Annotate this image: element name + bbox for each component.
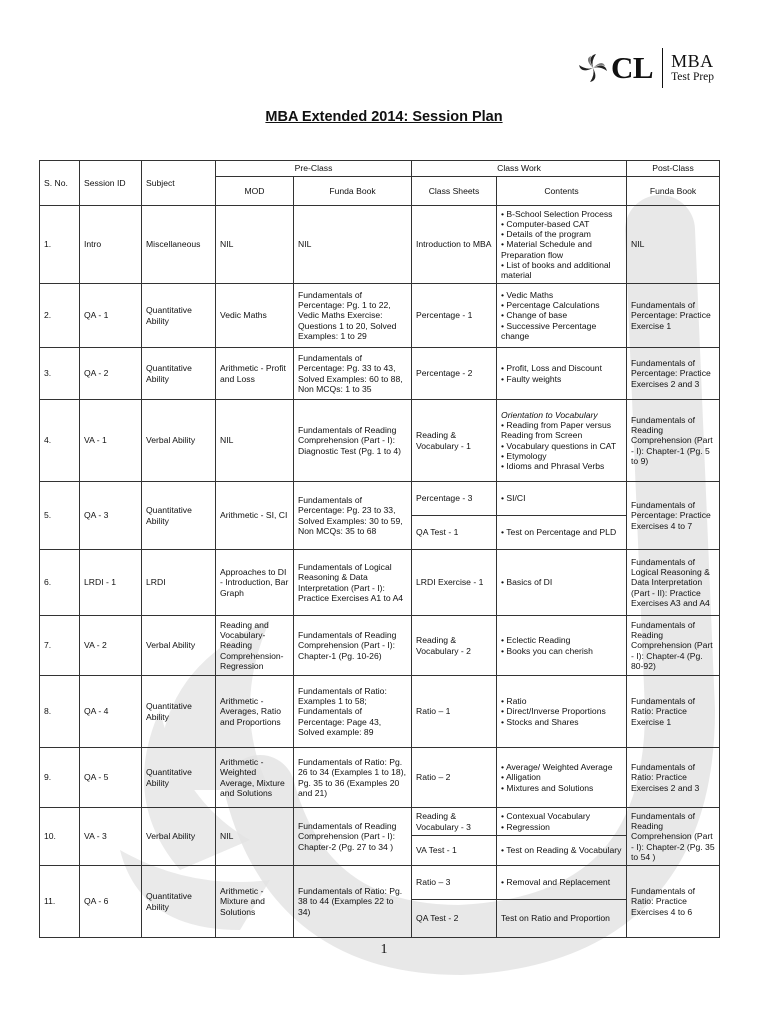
header-funda-book: Funda Book — [294, 177, 412, 206]
table-row — [40, 748, 720, 808]
table-row — [40, 348, 720, 400]
header-pre-class: Pre-Class — [216, 161, 412, 177]
contents-item: • Regression — [501, 822, 622, 832]
cell-session-id: QA - 6 — [80, 866, 142, 938]
cell-subject: LRDI — [142, 550, 216, 616]
cell-contents — [497, 808, 627, 836]
table-row — [40, 482, 720, 516]
contents-item: • Mixtures and Solutions — [501, 783, 622, 793]
cell-mod: Arithmetic - Profit and Loss — [216, 348, 294, 400]
header-post-class: Post-Class — [627, 161, 720, 177]
contents-item: • Eclectic Reading — [501, 635, 622, 645]
cell-mod: Arithmetic - SI, CI — [216, 482, 294, 550]
contents-item: • Books you can cherish — [501, 646, 622, 656]
cell-mod: Arithmetic - Mixture and Solutions — [216, 866, 294, 938]
cell-subject: Quantitative Ability — [142, 676, 216, 748]
cell-session-id: QA - 3 — [80, 482, 142, 550]
cell-session-id: LRDI - 1 — [80, 550, 142, 616]
cell-post-funda-book: Fundamentals of Reading Comprehension (Part - I): Chapter-4 (Pg. 80-92) — [627, 616, 720, 676]
cell-class-sheet: QA Test - 2 — [412, 900, 497, 938]
cell-class-sheet: Percentage - 3 — [412, 482, 497, 516]
header-class-sheets: Class Sheets — [412, 177, 497, 206]
contents-item: • Contexual Vocabulary — [501, 811, 622, 821]
cell-session-id: QA - 1 — [80, 284, 142, 348]
contents-item: • Basics of DI — [501, 577, 622, 587]
contents-item: • Stocks and Shares — [501, 717, 622, 727]
contents-item: • Removal and Replacement — [501, 877, 622, 887]
contents-item: • Idioms and Phrasal Verbs — [501, 461, 622, 471]
cell-class-sheet: Reading & Vocabulary - 1 — [412, 400, 497, 482]
cell-funda-book: Fundamentals of Ratio: Pg. 38 to 44 (Examples 22 to 34) — [294, 866, 412, 938]
cell-funda-book: Fundamentals of Ratio: Pg. 26 to 34 (Examples 1 to 18), Pg. 35 to 36 (Examples 20 and 21) — [294, 748, 412, 808]
cell-contents — [497, 400, 627, 482]
cell-post-funda-book: Fundamentals of Percentage: Practice Exercise 1 — [627, 284, 720, 348]
cell-session-id: VA - 2 — [80, 616, 142, 676]
cell-contents — [497, 866, 627, 900]
session-plan-table — [39, 160, 720, 938]
logo-text — [671, 52, 714, 84]
cell-subject: Quantitative Ability — [142, 866, 216, 938]
cell-contents — [497, 836, 627, 866]
logo-divider — [662, 48, 663, 88]
cell-session-id: VA - 1 — [80, 400, 142, 482]
cell-post-funda-book: Fundamentals of Ratio: Practice Exercises 4 to 6 — [627, 866, 720, 938]
cell-class-sheet: QA Test - 1 — [412, 516, 497, 550]
cell-contents — [497, 550, 627, 616]
cell-sno: 2. — [40, 284, 80, 348]
contents-item: • Vedic Maths — [501, 290, 622, 300]
contents-item: • Vocabulary questions in CAT — [501, 441, 622, 451]
cell-session-id: Intro — [80, 206, 142, 284]
cell-subject: Quantitative Ability — [142, 748, 216, 808]
contents-list — [501, 290, 622, 341]
cell-funda-book: Fundamentals of Logical Reasoning & Data Interpretation (Part - I): Practice Exercises A1 to A4 — [294, 550, 412, 616]
contents-heading: Orientation to Vocabulary — [501, 410, 598, 421]
cell-class-sheet: Reading & Vocabulary - 2 — [412, 616, 497, 676]
contents-list — [501, 363, 622, 383]
cell-subject: Quantitative Ability — [142, 284, 216, 348]
contents-list — [501, 762, 622, 792]
header-class-work: Class Work — [412, 161, 627, 177]
cell-funda-book: Fundamentals of Reading Comprehension (Part - I): Chapter-1 (Pg. 10-26) — [294, 616, 412, 676]
header-contents: Contents — [497, 177, 627, 206]
cell-sno: 5. — [40, 482, 80, 550]
header-session-id: Session ID — [80, 161, 142, 206]
cell-post-funda-book: NIL — [627, 206, 720, 284]
cell-session-id: QA - 5 — [80, 748, 142, 808]
cell-class-sheet: Introduction to MBA — [412, 206, 497, 284]
cell-class-sheet: Ratio – 2 — [412, 748, 497, 808]
contents-item: • List of books and additional material — [501, 260, 622, 280]
cell-contents — [497, 206, 627, 284]
cell-mod: NIL — [216, 808, 294, 866]
contents-item: • Etymology — [501, 451, 622, 461]
cell-sno: 7. — [40, 616, 80, 676]
table-header — [40, 161, 720, 206]
cell-contents — [497, 900, 627, 938]
table-row — [40, 866, 720, 900]
cell-sno: 10. — [40, 808, 80, 866]
logo-subtitle: Test Prep — [671, 71, 715, 84]
header-mod: MOD — [216, 177, 294, 206]
cell-class-sheet: Percentage - 1 — [412, 284, 497, 348]
table-row — [40, 676, 720, 748]
table-row — [40, 616, 720, 676]
cell-mod: Arithmetic - Weighted Average, Mixture and Solutions — [216, 748, 294, 808]
cell-class-sheet: Reading & Vocabulary - 3 — [412, 808, 497, 836]
cell-contents — [497, 676, 627, 748]
cell-funda-book: Fundamentals of Ratio: Examples 1 to 58; Fundamentals of Percentage: Page 43, Solved example: 89 — [294, 676, 412, 748]
contents-item: • Alligation — [501, 772, 622, 782]
cell-sno: 4. — [40, 400, 80, 482]
cell-contents — [497, 348, 627, 400]
cell-class-sheet: LRDI Exercise - 1 — [412, 550, 497, 616]
cell-contents — [497, 482, 627, 516]
cell-contents — [497, 616, 627, 676]
contents-item: • Percentage Calculations — [501, 300, 622, 310]
cell-session-id: QA - 4 — [80, 676, 142, 748]
contents-item: • Material Schedule and Preparation flow — [501, 239, 622, 259]
cell-post-funda-book: Fundamentals of Reading Comprehension (Part - I): Chapter-2 (Pg. 35 to 54 ) — [627, 808, 720, 866]
contents-list — [501, 420, 622, 471]
cell-funda-book: Fundamentals of Percentage: Pg. 33 to 43, Solved Examples: 60 to 88, Non MCQs: 1 to 35 — [294, 348, 412, 400]
contents-item: • Direct/Inverse Proportions — [501, 706, 622, 716]
contents-list — [501, 696, 622, 726]
cell-sno: 11. — [40, 866, 80, 938]
contents-text: Test on Ratio and Proportion — [501, 913, 610, 924]
cell-post-funda-book: Fundamentals of Ratio: Practice Exercises 2 and 3 — [627, 748, 720, 808]
cell-sno: 8. — [40, 676, 80, 748]
contents-item: • Reading from Paper versus Reading from Screen — [501, 420, 622, 440]
logo-mba: MBA — [671, 51, 714, 72]
cell-subject: Verbal Ability — [142, 400, 216, 482]
cell-sno: 6. — [40, 550, 80, 616]
cell-subject: Quantitative Ability — [142, 482, 216, 550]
cell-sno: 9. — [40, 748, 80, 808]
cell-funda-book: Fundamentals of Percentage: Pg. 1 to 22, Vedic Maths Exercise: Questions 1 to 20, Solved Examples: 1 to 29 — [294, 284, 412, 348]
contents-item: • Test on Percentage and PLD — [501, 527, 622, 537]
cell-funda-book: Fundamentals of Reading Comprehension (Part - I): Chapter-2 (Pg. 27 to 34 ) — [294, 808, 412, 866]
contents-list — [501, 493, 622, 503]
cell-post-funda-book: Fundamentals of Percentage: Practice Exercises 2 and 3 — [627, 348, 720, 400]
contents-item: • Test on Reading & Vocabulary — [501, 845, 622, 855]
logo-cl-text: CL — [611, 50, 654, 85]
header-sno: S. No. — [40, 161, 80, 206]
contents-list — [501, 811, 622, 831]
swirl-logo-icon — [578, 53, 608, 83]
cell-contents — [497, 516, 627, 550]
cell-funda-book: Fundamentals of Percentage: Pg. 23 to 33, Solved Examples: 30 to 59, Non MCQs: 35 to 68 — [294, 482, 412, 550]
cell-mod: Vedic Maths — [216, 284, 294, 348]
cell-post-funda-book: Fundamentals of Percentage: Practice Exercises 4 to 7 — [627, 482, 720, 550]
contents-item: • Details of the program — [501, 229, 622, 239]
cell-class-sheet: Percentage - 2 — [412, 348, 497, 400]
cell-mod: NIL — [216, 400, 294, 482]
contents-list — [501, 845, 622, 855]
table-row — [40, 206, 720, 284]
cell-funda-book: Fundamentals of Reading Comprehension (Part - I): Diagnostic Test (Pg. 1 to 4) — [294, 400, 412, 482]
contents-item: • Ratio — [501, 696, 622, 706]
contents-item: • SI/CI — [501, 493, 622, 503]
table-row — [40, 808, 720, 836]
page-title: MBA Extended 2014: Session Plan — [265, 109, 503, 125]
cell-mod: Approaches to DI - Introduction, Bar Graph — [216, 550, 294, 616]
cell-subject: Verbal Ability — [142, 808, 216, 866]
cell-mod: Reading and Vocabulary- Reading Comprehension- Regression — [216, 616, 294, 676]
cell-mod: NIL — [216, 206, 294, 284]
contents-item: • Computer-based CAT — [501, 219, 622, 229]
contents-item: • Successive Percentage change — [501, 321, 622, 341]
contents-list — [501, 635, 622, 655]
brand-logo — [578, 46, 714, 90]
contents-item: • Profit, Loss and Discount — [501, 363, 622, 373]
cell-funda-book: NIL — [294, 206, 412, 284]
contents-item: • Faulty weights — [501, 374, 622, 384]
header-post-funda-book: Funda Book — [627, 177, 720, 206]
cell-session-id: QA - 2 — [80, 348, 142, 400]
cell-contents — [497, 748, 627, 808]
cell-post-funda-book: Fundamentals of Reading Comprehension (Part - I): Chapter-1 (Pg. 5 to 9) — [627, 400, 720, 482]
contents-item: • B-School Selection Process — [501, 209, 622, 219]
table-row — [40, 400, 720, 482]
contents-list — [501, 577, 622, 587]
contents-list — [501, 209, 622, 280]
cell-post-funda-book: Fundamentals of Logical Reasoning & Data Interpretation (Part - II): Practice Exercises A3 and A4 — [627, 550, 720, 616]
table-body — [40, 206, 720, 938]
header-subject: Subject — [142, 161, 216, 206]
cell-contents — [497, 284, 627, 348]
cell-session-id: VA - 3 — [80, 808, 142, 866]
cell-mod: Arithmetic - Averages, Ratio and Proportions — [216, 676, 294, 748]
cell-subject: Quantitative Ability — [142, 348, 216, 400]
page-number: 1 — [380, 942, 388, 957]
contents-item: • Average/ Weighted Average — [501, 762, 622, 772]
cell-class-sheet: Ratio – 3 — [412, 866, 497, 900]
table-row — [40, 550, 720, 616]
cell-sno: 3. — [40, 348, 80, 400]
table-row — [40, 284, 720, 348]
cell-sno: 1. — [40, 206, 80, 284]
cell-class-sheet: Ratio – 1 — [412, 676, 497, 748]
cell-post-funda-book: Fundamentals of Ratio: Practice Exercise 1 — [627, 676, 720, 748]
cell-subject: Verbal Ability — [142, 616, 216, 676]
contents-list — [501, 527, 622, 537]
cell-subject: Miscellaneous — [142, 206, 216, 284]
contents-item: • Change of base — [501, 310, 622, 320]
cell-class-sheet: VA Test - 1 — [412, 836, 497, 866]
contents-list — [501, 877, 622, 887]
